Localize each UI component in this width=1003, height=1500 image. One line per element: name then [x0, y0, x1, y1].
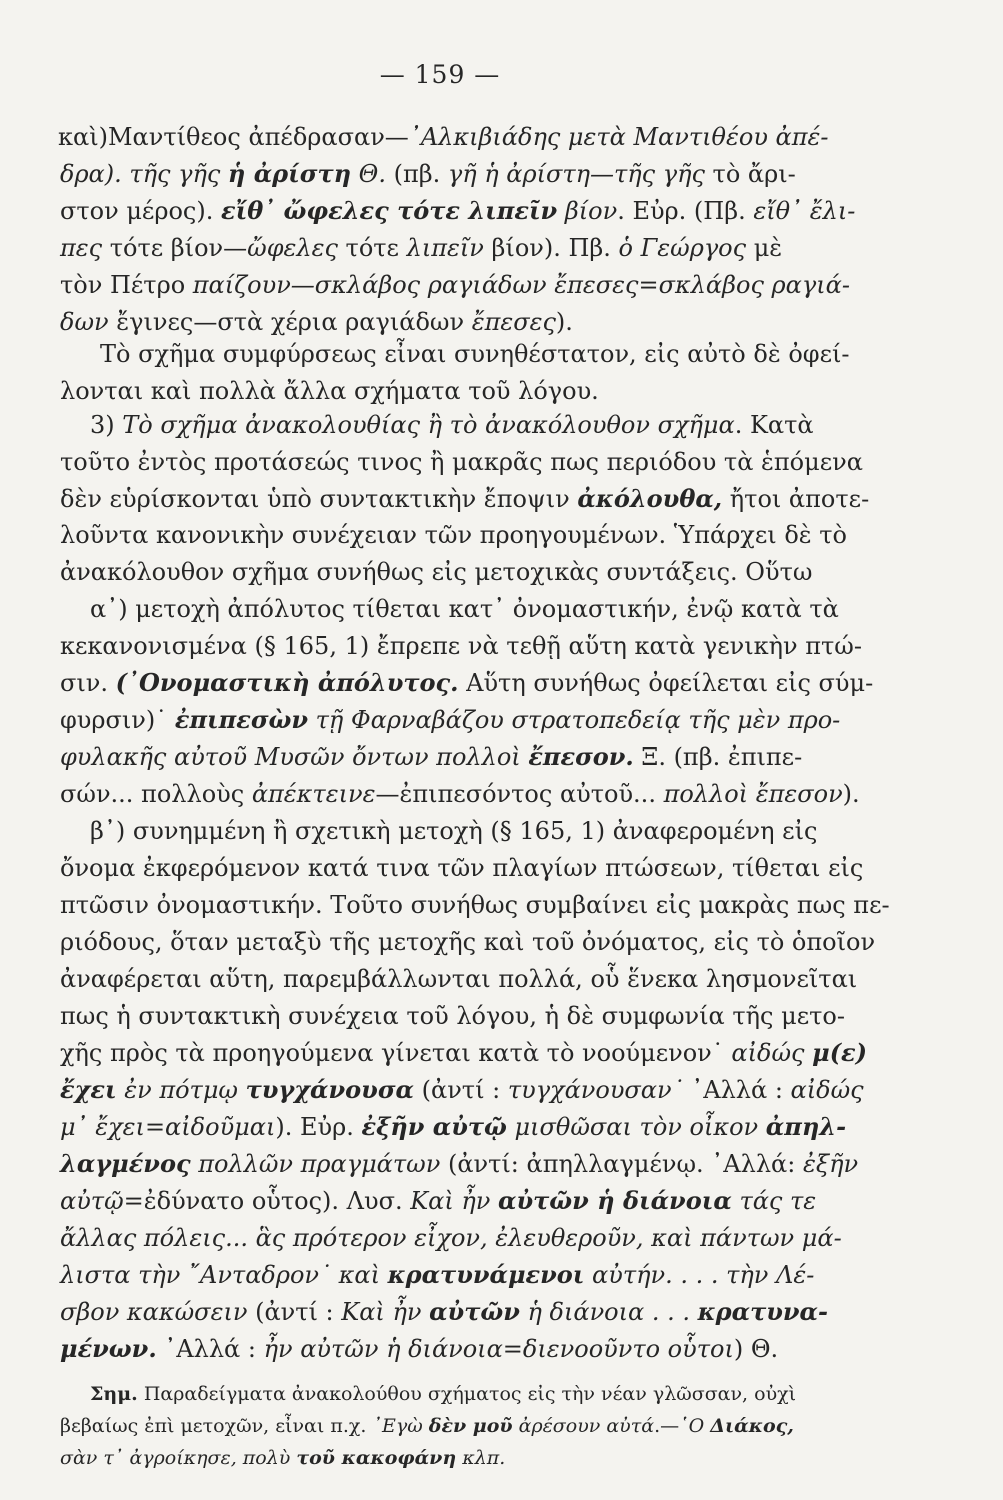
body-line: Τὸ σχῆμα συμφύρσεως εἶναι συνηθέστατον, εἰς αὐτὸ δὲ ὀφεί- — [100, 340, 850, 368]
body-line: τὸν Πέτρο παίζουν—σκλάβος ραγιάδων ἔπεσες=σκλάβος ραγιά- — [60, 271, 850, 299]
body-line: πες τότε βίον—ὤφελες τότε λιπεῖν βίον). Πβ. ὁ Γεώργος μὲ — [60, 234, 783, 262]
body-line: δὲν εὑρίσκονται ὑπὸ συντακτικὴν ἔποψιν ἀκόλουθα, ἤτοι ἀποτε- — [60, 484, 870, 513]
page-number: — 159 — — [379, 60, 501, 89]
body-line: 3) Τὸ σχῆμα ἀνακολουθίας ἢ τὸ ἀνακόλουθον σχῆμα. Κατὰ — [90, 411, 814, 439]
body-line: σβον κακώσειν (ἀντί : Καὶ ἦν αὐτῶν ἡ διάνοια . . . κρατυνα- — [60, 1297, 828, 1326]
body-line: χῆς πρὸς τὰ προηγούμενα γίνεται κατὰ τὸ νοούμενον˙ αἰδώς μ(ε) — [60, 1038, 867, 1067]
body-line: σιν. (᾽Ονομαστικὴ ἀπόλυτος. Αὕτη συνήθως ὀφείλεται εἰς σύμ- — [60, 668, 874, 697]
body-line: δρα). τῆς γῆς ἡ ἀρίστη Θ. (πβ. γῆ ἡ ἀρίστη—τῆς γῆς τὸ ἄρι- — [60, 159, 796, 188]
body-line: φυλακῆς αὐτοῦ Μυσῶν ὄντων πολλοὶ ἔπεσον. Ξ. (πβ. ἐπιπε- — [60, 742, 803, 771]
body-line: φυρσιν)˙ ἐπιπεσὼν τῇ Φαρναβάζου στρατοπεδείᾳ τῆς μὲν προ- — [60, 705, 841, 734]
body-line: λοῦντα κανονικὴν συνέχειαν τῶν προηγουμένων. Ὑπάρχει δὲ τὸ — [60, 521, 848, 549]
body-line: λονται καὶ πολλὰ ἄλλα σχήματα τοῦ λόγου. — [60, 377, 599, 405]
body-line: κεκανονισμένα (§ 165, 1) ἔπρεπε νὰ τεθῇ αὕτη κατὰ γενικὴν πτώ- — [60, 632, 862, 660]
body-line: πως ἡ συντακτικὴ συνέχεια τοῦ λόγου, ἡ δὲ συμφωνία τῆς μετο- — [60, 1002, 845, 1030]
body-line: αὐτῷ=ἐδύνατο οὗτος). Λυσ. Καὶ ἦν αὐτῶν ἡ διάνοια τάς τε — [60, 1186, 817, 1215]
body-line: μ᾽ ἔχει=αἰδοῦμαι). Εὐρ. ἐξῆν αὐτῷ μισθῶσαι τὸν οἶκον ἀπηλ- — [60, 1112, 847, 1141]
body-line: ἀναφέρεται αὕτη, παρεμβάλλωνται πολλά, οὗ ἕνεκα λησμονεῖται — [60, 965, 858, 993]
body-line: στον μέρος). εἴθ᾽ ὤφελες τότε λιπεῖν βίον. Εὐρ. (Πβ. εἴθ᾽ ἔλι- — [60, 196, 856, 225]
body-line: ἔχει ἐν πότμῳ τυγχάνουσα (ἀντί : τυγχάνουσαν˙ ᾽Αλλά : αἰδώς — [60, 1075, 864, 1104]
body-line: ἀνακόλουθον σχῆμα συνήθως εἰς μετοχικὰς συντάξεις. Οὕτω — [60, 558, 813, 586]
body-line: τοῦτο ἐντὸς προτάσεώς τινος ἢ μακρᾶς πως περιόδου τὰ ἑπόμενα — [60, 448, 863, 476]
body-line: λαγμένος πολλῶν πραγμάτων (ἀντί: ἀπηλλαγμένῳ. ᾽Αλλά: ἐξῆν — [60, 1149, 859, 1178]
body-line: λιστα τὴν ῎Ανταδρον˙ καὶ κρατυνάμενοι αὐτήν. . . . τὴν Λέ- — [60, 1260, 815, 1289]
body-line: ριόδους, ὅταν μεταξὺ τῆς μετοχῆς καὶ τοῦ ὀνόματος, εἰς τὸ ὁποῖον — [60, 928, 876, 956]
note-line: σὰν τ᾽ ἀγροίκησε, πολὺ τοῦ κακοφάνη κλπ. — [60, 1447, 506, 1469]
body-line: ὄνομα ἐκφερόμενον κατά τινα τῶν πλαγίων πτώσεων, τίθεται εἰς — [60, 854, 864, 882]
body-line: πτῶσιν ὀνομαστικήν. Τοῦτο συνήθως συμβαίνει εἰς μακρὰς πως πε- — [60, 891, 890, 919]
note-line: βεβαίως ἐπὶ μετοχῶν, εἶναι π.χ. ᾽Εγὼ δὲν μοῦ ἀρέσουν αὐτά.—῾Ο Διάκος, — [60, 1415, 794, 1437]
body-line: α᾽) μετοχὴ ἀπόλυτος τίθεται κατ᾽ ὀνομαστικήν, ἐνῷ κατὰ τὰ — [90, 595, 839, 623]
body-line: β᾽) συνημμένη ἢ σχετικὴ μετοχὴ (§ 165, 1) ἀναφερομένη εἰς — [90, 817, 818, 845]
body-line: σών... πολλοὺς ἀπέκτεινε—ἐπιπεσόντος αὐτοῦ... πολλοὶ ἔπεσον). — [60, 780, 860, 808]
body-line: δων ἔγινες—στὰ χέρια ραγιάδων ἔπεσες). — [60, 308, 573, 336]
note-line: Σημ. Παραδείγματα ἀνακολούθου σχήματος εἰς τὴν νέαν γλῶσσαν, οὐχὶ — [90, 1383, 797, 1405]
body-line: καὶ)Μαντίθεος ἀπέδρασαν—᾽Αλκιβιάδης μετὰ Μαντιθέου ἀπέ- — [58, 123, 829, 151]
body-line: μένων. ᾽Αλλά : ἦν αὐτῶν ἡ διάνοια=διενοοῦντο οὗτοι) Θ. — [60, 1334, 779, 1363]
body-line: ἄλλας πόλεις... ἃς πρότερον εἶχον, ἐλευθεροῦν, καὶ πάντων μά- — [60, 1224, 842, 1252]
